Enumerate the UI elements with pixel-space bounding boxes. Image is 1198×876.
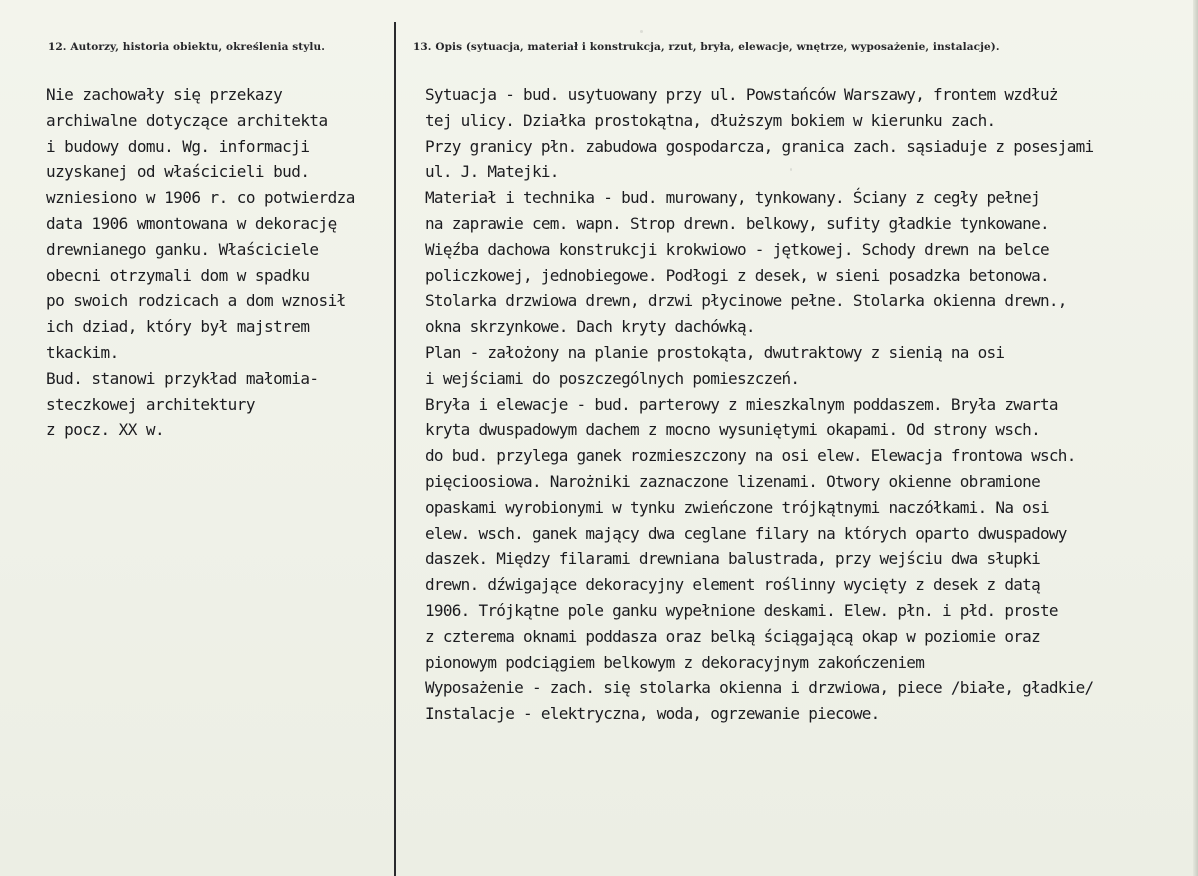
description-text-line: Przy granicy płn. zabudowa gospodarcza, granica zach. sąsiaduje z posesjami bbox=[425, 136, 1094, 156]
description-text-line: policzkowej, jednobiegowe. Podłogi z desek, w sieni posadzka betonowa. bbox=[425, 265, 1049, 285]
history-text-line: obecni otrzymali dom w spadku bbox=[46, 265, 310, 285]
history-text-line: po swoich rodzicach a dom wznosił bbox=[46, 291, 346, 311]
description-text-line: z czterema oknami poddasza oraz belką ściągającą okap w poziomie oraz bbox=[425, 626, 1040, 646]
description-text-line: na zaprawie cem. wapn. Strop drewn. belkowy, sufity gładkie tynkowane. bbox=[425, 213, 1049, 233]
history-text-line: i budowy domu. Wg. informacji bbox=[46, 136, 310, 156]
description-text-line: Instalacje - elektryczna, woda, ogrzewanie piecowe. bbox=[425, 704, 880, 724]
section-13-header: 13. Opis (sytuacja, materiał i konstrukcja, rzut, bryła, elewacje, wnętrze, wyposażenie, instalacje). bbox=[413, 41, 1000, 53]
description-text-line: Materiał i technika - bud. murowany, tynkowany. Ściany z cegły pełnej bbox=[425, 188, 1040, 208]
section-12-header: 12. Autorzy, historia obiektu, określenia stylu. bbox=[48, 41, 326, 53]
history-text-line: archiwalne dotyczące architekta bbox=[46, 110, 328, 130]
description-text-line: 1906. Trójkątne pole ganku wypełnione deskami. Elew. płn. i płd. proste bbox=[425, 600, 1058, 620]
history-text-line: Nie zachowały się przekazy bbox=[46, 85, 283, 104]
description-text-column bbox=[425, 82, 1195, 727]
history-text-line: uzyskanej od właścicieli bud. bbox=[46, 162, 310, 182]
description-text-line: kryta dwuspadowym dachem z mocno wysuniętymi okapami. Od strony wsch. bbox=[425, 420, 1040, 440]
description-text-line: daszek. Między filarami drewniana balustrada, przy wejściu dwa słupki bbox=[425, 549, 1040, 569]
description-text-line: Sytuacja - bud. usytuowany przy ul. Powstańców Warszawy, frontem wzdłuż bbox=[425, 85, 1058, 104]
description-text-line: i wejściami do poszczególnych pomieszczeń. bbox=[425, 368, 800, 388]
description-text-line: tej ulicy. Działka prostokątna, dłuższym bokiem w kierunku zach. bbox=[425, 110, 996, 130]
description-text-line: do bud. przylega ganek rozmieszczony na osi elew. Elewacja frontowa wsch. bbox=[425, 446, 1076, 466]
description-text-line: Bryła i elewacje - bud. parterowy z mieszkalnym poddaszem. Bryła zwarta bbox=[425, 394, 1058, 414]
history-text-line: tkackim. bbox=[46, 342, 119, 362]
history-text-line: drewnianego ganku. Właściciele bbox=[46, 239, 319, 259]
description-text-line: Plan - założony na planie prostokąta, dwutraktowy z sienią na osi bbox=[425, 342, 1005, 362]
history-text-line: steczkowej architektury bbox=[46, 394, 255, 414]
history-text-line: ich dziad, który był majstrem bbox=[46, 317, 310, 337]
history-text-column bbox=[46, 82, 392, 443]
description-text-line: pięcioosiowa. Narożniki zaznaczone lizenami. Otwory okienne obramione bbox=[425, 471, 1040, 491]
description-text-line: elew. wsch. ganek mający dwa ceglane filary na których oparto dwuspadowy bbox=[425, 523, 1067, 543]
history-text-line: data 1906 wmontowana w dekorację bbox=[46, 213, 337, 233]
description-text-line: Stolarka drzwiowa drewn, drzwi płycinowe pełne. Stolarka okienna drewn., bbox=[425, 291, 1067, 311]
history-text-line: z pocz. XX w. bbox=[46, 420, 165, 440]
history-text-line: Bud. stanowi przykład małomia- bbox=[46, 368, 319, 388]
description-text-line: drewn. dźwigające dekoracyjny element roślinny wycięty z desek z datą bbox=[425, 575, 1040, 595]
ink-speck bbox=[640, 30, 643, 33]
description-text-line: ul. J. Matejki. bbox=[425, 162, 559, 182]
description-text-line: Wyposażenie - zach. się stolarka okienna i drzwiowa, piece /białe, gładkie/ bbox=[425, 678, 1094, 698]
description-text-line: opaskami wyrobionymi w tynku zwieńczone trójkątnymi naczółkami. Na osi bbox=[425, 497, 1049, 517]
description-text-line: Więźba dachowa konstrukcji krokwiowo - jętkowej. Schody drewn na belce bbox=[425, 239, 1049, 259]
history-text-line: wzniesiono w 1906 r. co potwierdza bbox=[46, 188, 355, 208]
description-text-line: pionowym podciągiem belkowym z dekoracyjnym zakończeniem bbox=[425, 652, 925, 672]
description-text-line: okna skrzynkowe. Dach kryty dachówką. bbox=[425, 317, 755, 337]
column-divider bbox=[394, 22, 396, 876]
